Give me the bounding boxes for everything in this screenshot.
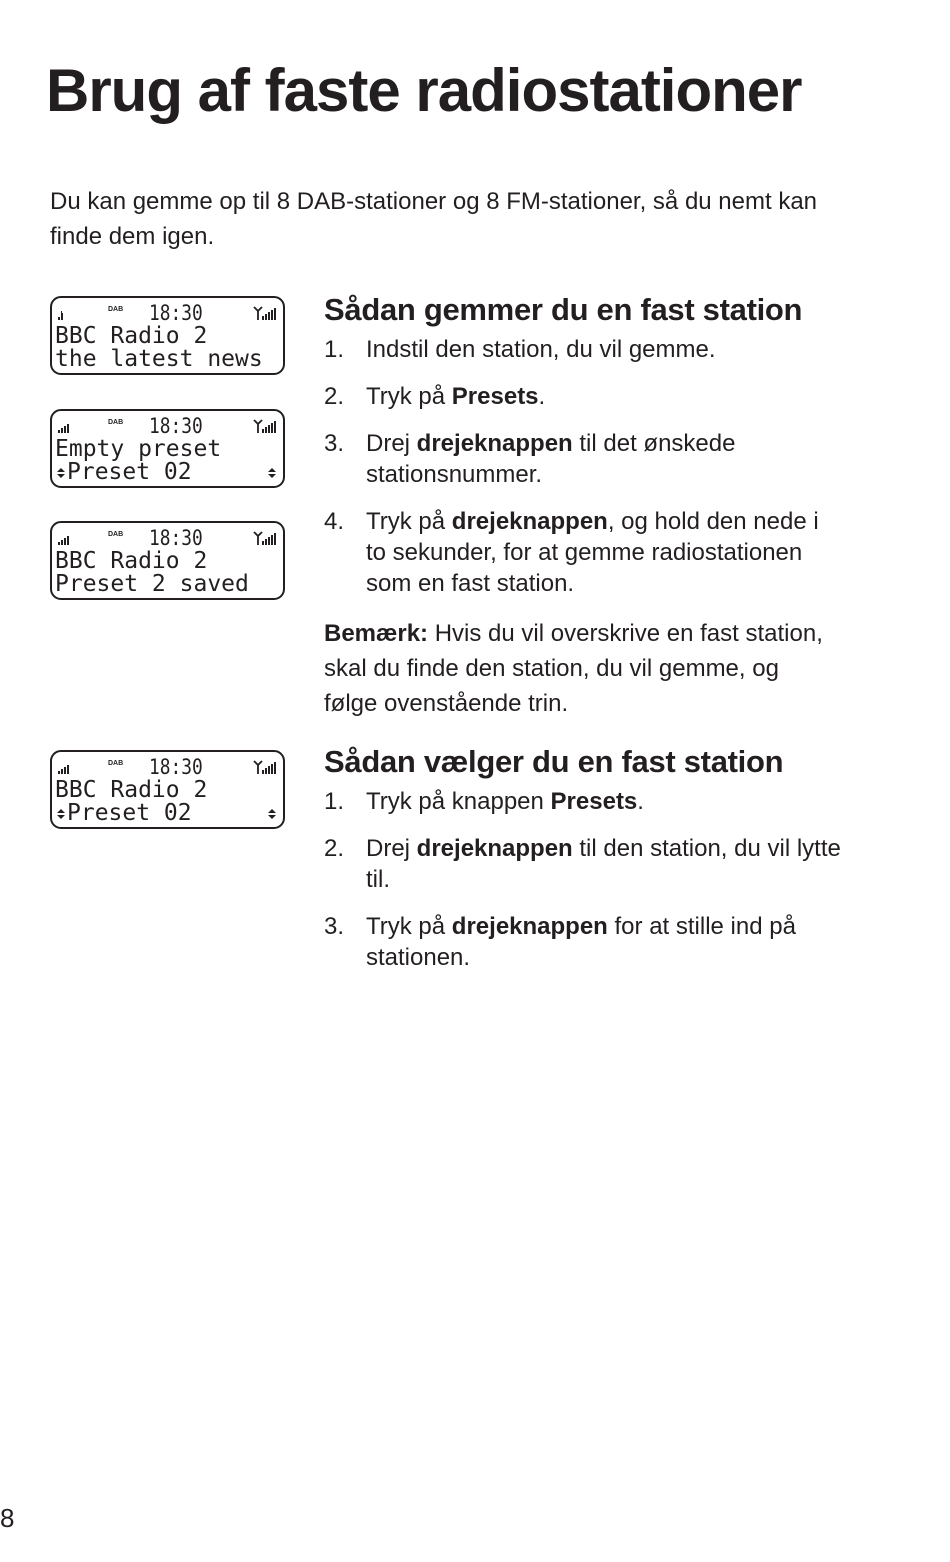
step-text: , og hold den nede i to sekunder, for at gemme radiostationen som en fast station. [366,508,819,597]
dab-tag: DAB [108,760,124,767]
step-number: 2. [324,383,345,410]
step-emphasis: drejeknappen [416,835,573,862]
up-down-arrow-icon [56,809,66,819]
step-emphasis: Presets [550,788,638,815]
page-title: Brug af faste radiostationer [46,57,802,124]
lcd-status-bar [52,527,283,549]
dab-tag: DAB [108,306,124,313]
list-item [324,833,844,895]
lcd-time: 18:30 [149,414,203,438]
up-down-arrow-icon [267,468,277,478]
list-item [324,911,844,973]
lcd-line-2: the latest news [55,346,263,372]
lcd-status-bar [52,756,283,778]
lcd-line-2: Preset 02 [67,800,192,826]
note-text: Hvis du vil overskrive en fast station, skal du finde den station, du vil gemme, og følge ovenstående trin. [324,620,823,717]
select-section-heading: Sådan vælger du en fast station [324,744,784,779]
step-text: Tryk på [366,913,452,940]
lcd-line-1: BBC Radio 2 [55,548,208,574]
lcd-line-2: Preset 2 saved [55,571,249,597]
list-item [324,786,844,817]
lcd-display-select-preset [50,750,285,829]
step-emphasis: drejeknappen [451,913,608,940]
note-label: Bemærk: [324,620,429,647]
lcd-display-now-playing [50,296,285,375]
step-text: Tryk på [366,383,452,410]
signal-indicator-icon [58,762,70,774]
note-paragraph [324,616,824,721]
step-text: Tryk på knappen [366,788,551,815]
lcd-line-1: BBC Radio 2 [55,323,208,349]
lcd-status-bar [52,302,283,324]
lcd-line-1: BBC Radio 2 [55,777,208,803]
signal-indicator-icon [58,421,70,433]
step-number: 1. [324,336,345,363]
step-number: 3. [324,913,345,940]
lcd-time: 18:30 [149,526,203,550]
antenna-signal-icon [253,759,277,775]
step-emphasis: drejeknappen [451,508,608,535]
step-text: til det ønskede stationsnummer. [366,430,736,488]
list-item [324,506,844,599]
signal-indicator-icon [58,533,70,545]
save-steps-list [324,334,844,599]
list-item [324,334,844,365]
lcd-line-2: Preset 02 [67,459,192,485]
lcd-time: 18:30 [149,301,203,325]
step-text: Drej [366,835,417,862]
lcd-line-1: Empty preset [55,436,222,462]
signal-indicator-icon [58,308,70,320]
step-number: 1. [324,788,345,815]
up-down-arrow-icon [267,809,277,819]
list-item [324,381,844,412]
lcd-time: 18:30 [149,755,203,779]
step-number: 4. [324,508,345,535]
dab-tag: DAB [108,419,124,426]
step-text: . [637,788,644,815]
step-number: 2. [324,835,345,862]
antenna-signal-icon [253,418,277,434]
lcd-display-empty-preset [50,409,285,488]
step-text: Drej [366,430,417,457]
step-text: Tryk på [366,508,452,535]
antenna-signal-icon [253,530,277,546]
step-text: . [538,383,546,410]
step-text: Indstil den station, du vil gemme. [366,336,716,363]
up-down-arrow-icon [56,468,66,478]
list-item [324,428,844,490]
step-emphasis: Presets [451,383,539,410]
step-emphasis: drejeknappen [416,430,573,457]
dab-tag: DAB [108,531,124,538]
lcd-display-preset-saved [50,521,285,600]
step-text: for at stille ind på stationen. [366,913,796,971]
intro-text: Du kan gemme op til 8 DAB-stationer og 8 FM-stationer, så du nemt kan finde dem igen. [50,188,818,250]
save-section-heading: Sådan gemmer du en fast station [324,292,803,327]
step-text: til den station, du vil lytte til. [366,835,841,893]
lcd-status-bar [52,415,283,437]
step-number: 3. [324,430,345,457]
antenna-signal-icon [253,305,277,321]
select-steps-list [324,786,844,973]
page-number: 8 [0,1503,15,1533]
